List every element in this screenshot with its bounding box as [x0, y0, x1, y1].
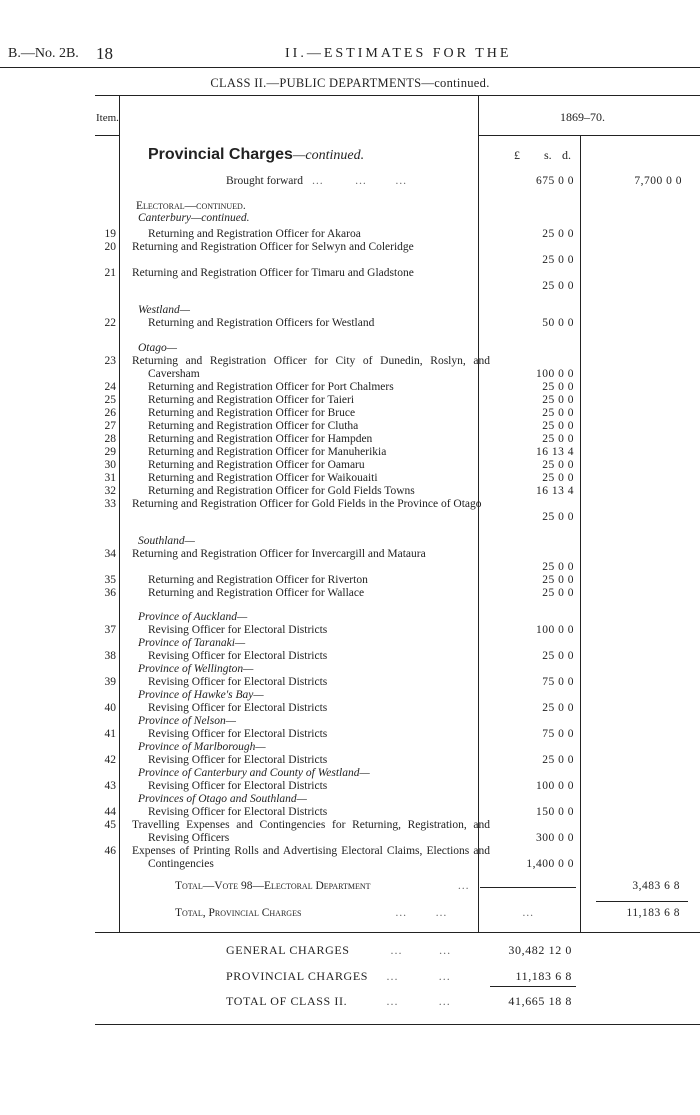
summary-general-amount: 30,482 12 0 [508, 943, 572, 957]
item-amount: 100 0 0 [536, 780, 574, 792]
electoral-heading: Electoral—continued. [136, 200, 246, 212]
year-head-rule [478, 135, 700, 136]
leader-dots: … … [395, 907, 447, 919]
summary-provincial-label: PROVINCIAL CHARGES [226, 969, 369, 983]
item-number: 28 [104, 433, 116, 445]
item-number: 35 [104, 574, 116, 586]
item-number: 46 [104, 845, 116, 857]
item-description: Revising Officer for Electoral Districts [148, 650, 328, 662]
item-description: Returning and Registration Officer for Manuherikia [148, 446, 387, 458]
summary-provincial-amount: 11,183 6 8 [515, 969, 572, 983]
item-amount: 25 0 0 [542, 280, 574, 292]
item-amount: 75 0 0 [542, 728, 574, 740]
item-description: Returning and Registration Officer for Akaroa [148, 228, 361, 240]
section-title-text: Provincial Charges [148, 146, 293, 163]
item-amount: 25 0 0 [542, 754, 574, 766]
item-amount: 25 0 0 [542, 394, 574, 406]
subheading: Otago— [138, 342, 177, 354]
item-amount: 50 0 0 [542, 317, 574, 329]
series-number: B.—No. 2B. [8, 46, 79, 61]
total-rule [596, 901, 688, 902]
year-column-header: 1869–70. [560, 110, 605, 124]
item-number: 38 [104, 650, 116, 662]
item-description: Revising Officer for Electoral Districts [148, 702, 328, 714]
amount-column-divider [478, 95, 479, 932]
item-description: Returning and Registration Officer for Gold Fields Towns [148, 485, 415, 497]
item-description: Returning and Registration Officer for Taieri [148, 394, 355, 406]
subheading: Province of Hawke's Bay— [138, 689, 264, 701]
item-amount: 25 0 0 [542, 459, 574, 471]
item-number: 19 [104, 228, 116, 240]
item-amount: 25 0 0 [542, 420, 574, 432]
item-amount: 25 0 0 [542, 561, 574, 573]
item-description: Travelling Expenses and Contingencies for Returning, Registration, and Revising Officers [132, 819, 490, 844]
item-number: 23 [104, 355, 116, 367]
item-description: Revising Officer for Electoral Districts [148, 780, 328, 792]
subheading: Provinces of Otago and Southland— [138, 793, 307, 805]
item-number: 33 [104, 498, 116, 510]
brought-forward-total: 7,700 0 0 [634, 175, 682, 187]
item-number: 42 [104, 754, 116, 766]
item-description: Returning and Registration Officer for Riverton [148, 574, 368, 586]
item-amount: 25 0 0 [542, 650, 574, 662]
brought-forward-amount: 675 0 0 [536, 175, 574, 187]
subtotal-rule [480, 887, 576, 888]
subheading: Province of Taranaki— [138, 637, 246, 649]
page-title: II.—ESTIMATES FOR THE [285, 46, 512, 61]
item-amount: 16 13 4 [536, 446, 574, 458]
item-number: 45 [104, 819, 116, 831]
table-bottom-rule [95, 932, 700, 933]
item-amount: 16 13 4 [536, 485, 574, 497]
item-description: Returning and Registration Officer for Oamaru [148, 459, 365, 471]
item-number: 30 [104, 459, 116, 471]
section-title-suffix: —continued. [292, 148, 365, 163]
leader-dots: … [457, 880, 469, 892]
item-description: Returning and Registration Officer for Wallace [148, 587, 365, 599]
subheading: Province of Canterbury and County of Westland— [138, 767, 370, 779]
item-number: 22 [104, 317, 116, 329]
item-description: Returning and Registration Officer for Selwyn and Coleridge [132, 241, 414, 253]
section-title [148, 146, 364, 164]
pounds-head: £ [514, 148, 520, 162]
item-amount: 25 0 0 [542, 381, 574, 393]
item-number: 36 [104, 587, 116, 599]
item-number: 20 [104, 241, 116, 253]
item-description: Returning and Registration Officer for Bruce [148, 407, 356, 419]
item-number: 40 [104, 702, 116, 714]
summary-rule [490, 986, 576, 987]
leader-dots: … … … [302, 175, 407, 187]
item-description: Revising Officer for Electoral Districts [148, 728, 328, 740]
item-number: 39 [104, 676, 116, 688]
item-column-header: Item. [96, 112, 119, 124]
item-number: 34 [104, 548, 116, 560]
item-number: 29 [104, 446, 116, 458]
item-amount: 25 0 0 [542, 407, 574, 419]
item-description: Returning and Registration Officer for Port Chalmers [148, 381, 394, 393]
leader-dots: … [522, 907, 534, 919]
subheading: Province of Auckland— [138, 611, 248, 623]
item-amount: 25 0 0 [542, 254, 574, 266]
table-top-rule [95, 95, 700, 96]
class-subtitle [0, 76, 700, 91]
item-description: Returning and Registration Officer for Waikouaiti [148, 472, 378, 484]
item-amount: 100 0 0 [536, 368, 574, 380]
item-amount: 75 0 0 [542, 676, 574, 688]
total-electoral-amount: 3,483 6 8 [632, 880, 680, 892]
item-number: 25 [104, 394, 116, 406]
shillings-head: s. [544, 148, 552, 162]
item-number: 32 [104, 485, 116, 497]
item-number: 44 [104, 806, 116, 818]
leader-dots: … … [386, 994, 451, 1008]
page-number: 18 [96, 44, 113, 63]
summary-general-label: GENERAL CHARGES [226, 943, 350, 957]
item-amount: 150 0 0 [536, 806, 574, 818]
item-number: 31 [104, 472, 116, 484]
item-description: Returning and Registration Officer for Clutha [148, 420, 359, 432]
item-amount: 25 0 0 [542, 587, 574, 599]
summary-total-amount: 41,665 18 8 [508, 994, 572, 1008]
item-description: Revising Officer for Electoral Districts [148, 806, 328, 818]
item-description: Returning and Registration Officer for City of Dunedin, Roslyn, and Caversham [132, 355, 490, 380]
subheading: Province of Wellington— [138, 663, 254, 675]
item-number: 41 [104, 728, 116, 740]
item-number: 26 [104, 407, 116, 419]
item-number: 21 [104, 267, 116, 279]
item-number: 24 [104, 381, 116, 393]
item-number: 37 [104, 624, 116, 636]
item-description: Revising Officer for Electoral Districts [148, 624, 328, 636]
leader-dots: … … [386, 969, 451, 983]
item-amount: 25 0 0 [542, 574, 574, 586]
item-amount: 25 0 0 [542, 511, 574, 523]
pence-head: d. [562, 148, 571, 162]
item-amount: 25 0 0 [542, 702, 574, 714]
total-provincial-label [175, 907, 473, 920]
item-amount: 100 0 0 [536, 624, 574, 636]
subheading: Southland— [138, 535, 195, 547]
brought-forward-text: Brought forward [226, 175, 303, 187]
footer-rule [95, 1024, 700, 1025]
item-description: Expenses of Printing Rolls and Advertising Electoral Claims, Elections and Contingencies [132, 845, 490, 870]
total-provincial-amount: 11,183 6 8 [626, 907, 680, 919]
total-provincial-text: Total, Provincial Charges [175, 907, 302, 919]
item-amount: 25 0 0 [542, 228, 574, 240]
subheading: Province of Nelson— [138, 715, 236, 727]
item-number: 27 [104, 420, 116, 432]
item-description: Revising Officer for Electoral Districts [148, 754, 328, 766]
class-subtitle-text: CLASS II.—PUBLIC DEPARTMENTS—continued. [210, 76, 490, 90]
leader-dots: … … [390, 943, 452, 957]
item-amount: 25 0 0 [542, 472, 574, 484]
brought-forward-label [226, 175, 474, 188]
item-amount: 300 0 0 [536, 832, 574, 844]
item-column-divider [119, 95, 120, 932]
summary-total-label: TOTAL OF CLASS II. [226, 994, 348, 1008]
item-amount: 1,400 0 0 [526, 858, 574, 870]
subheading: Westland— [138, 304, 190, 316]
item-head-rule [95, 135, 119, 136]
item-description: Returning and Registration Officer for Gold Fields in the Province of Otago [132, 498, 482, 510]
item-description: Revising Officer for Electoral Districts [148, 676, 328, 688]
item-description: Returning and Registration Officer for Invercargill and Mataura [132, 548, 426, 560]
item-description: Returning and Registration Officers for Westland [148, 317, 375, 329]
total-column-divider [580, 135, 581, 932]
item-number: 43 [104, 780, 116, 792]
item-amount: 25 0 0 [542, 433, 574, 445]
total-electoral-text: Total—Vote 98—Electoral Department [175, 880, 371, 892]
header-rule [0, 67, 700, 68]
subheading: Province of Marlborough— [138, 741, 266, 753]
item-description: Returning and Registration Officer for Timaru and Gladstone [132, 267, 414, 279]
total-electoral-label [175, 880, 473, 893]
item-description: Returning and Registration Officer for Hampden [148, 433, 373, 445]
canterbury-heading: Canterbury—continued. [138, 212, 250, 224]
